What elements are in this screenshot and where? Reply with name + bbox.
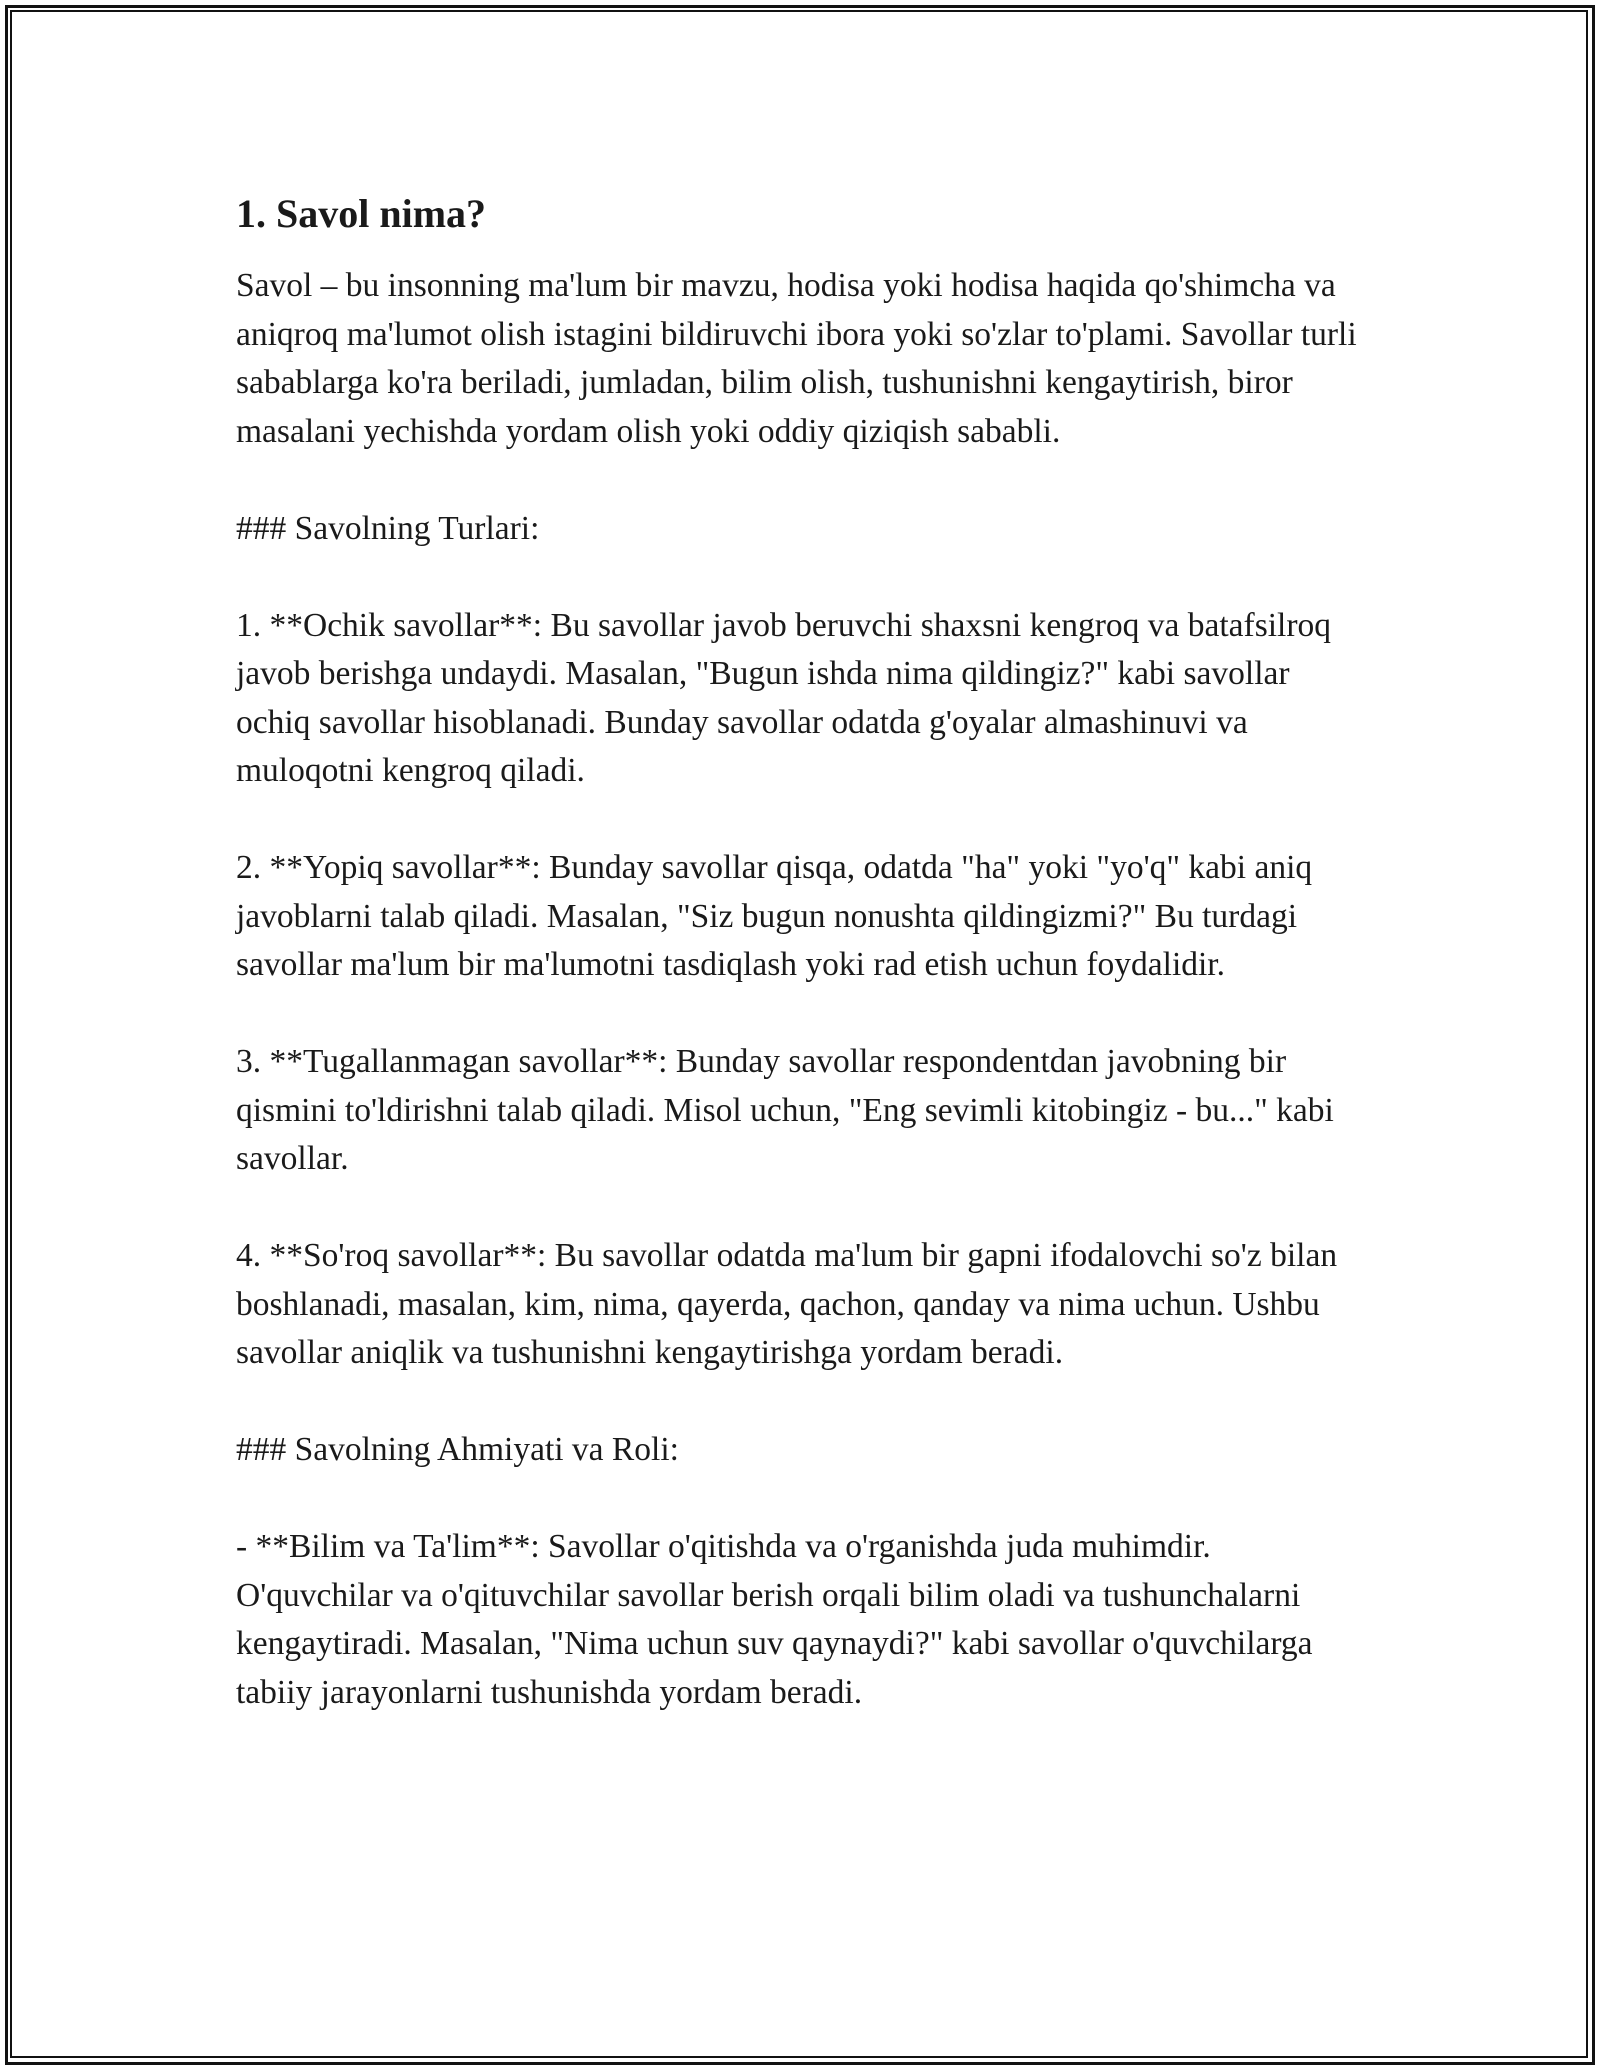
list-item-incomplete-questions: 3. **Tugallanmagan savollar**: Bunday savollar respondentdan javobning bir qismini to'ldirishni talab qiladi. Misol uchun, "Eng sevimli kitobingiz - bu..." kabi savollar. xyxy=(236,1043,1334,1177)
list-item-interrogative-questions: 4. **So'roq savollar**: Bu savollar odatda ma'lum bir gapni ifodalovchi so'z bilan boshlanadi, masalan, kim, nima, qayerda, qachon, qanday va nima uchun. Ushbu savollar aniqlik va tushunishni kengaytirishga yordam beradi. xyxy=(236,1237,1338,1371)
section-heading-types: ### Savolning Turlari: xyxy=(236,509,540,547)
paragraph-definition: Savol – bu insonning ma'lum bir mavzu, hodisa yoki hodisa haqida qo'shimcha va aniqroq ma'lumot olish istagini bildiruvchi ibora yoki so'zlar to'plami. Savollar turli sabablarga ko'ra beriladi, jumladan, bilim olish, tushunishni kengaytirish, biror masalani yechishda yordam olish yoki oddiy qiziqish sababli. xyxy=(236,267,1357,450)
list-item-closed-questions: 2. **Yopiq savollar**: Bunday savollar qisqa, odatda "ha" yoki "yo'q" kabi aniq javoblarni talab qiladi. Masalan, "Siz bugun nonushta qildingizmi?" Bu turdagi savollar ma'lum bir ma'lumotni tasdiqlash yoki rad etish uchun foydalidir. xyxy=(236,849,1313,983)
section-heading-importance: ### Savolning Ahmiyati va Roli: xyxy=(236,1431,679,1468)
list-item-knowledge-education: - **Bilim va Ta'lim**: Savollar o'qitishda va o'rganishda juda muhimdir. O'quvchilar va o'qituvchilar savollar berish orqali bilim oladi va tushunchalarni kengaytiradi. Masalan, "Nima uchun suv qaynaydi?" kabi savollar o'quvchilarga tabiiy jarayonlarni tushunishda yordam beradi. xyxy=(236,1528,1313,1711)
document-title: 1. Savol nima? xyxy=(236,191,487,236)
document-body xyxy=(236,188,1366,1766)
list-item-open-questions: 1. **Ochik savollar**: Bu savollar javob beruvchi shaxsni kengroq va batafsilroq javob berishga undaydi. Masalan, "Bugun ishda nima qildingiz?" kabi savollar ochiq savollar hisoblanadi. Bunday savollar odatda g'oyalar almashinuvi va muloqotni kengroq qiladi. xyxy=(236,606,1332,789)
